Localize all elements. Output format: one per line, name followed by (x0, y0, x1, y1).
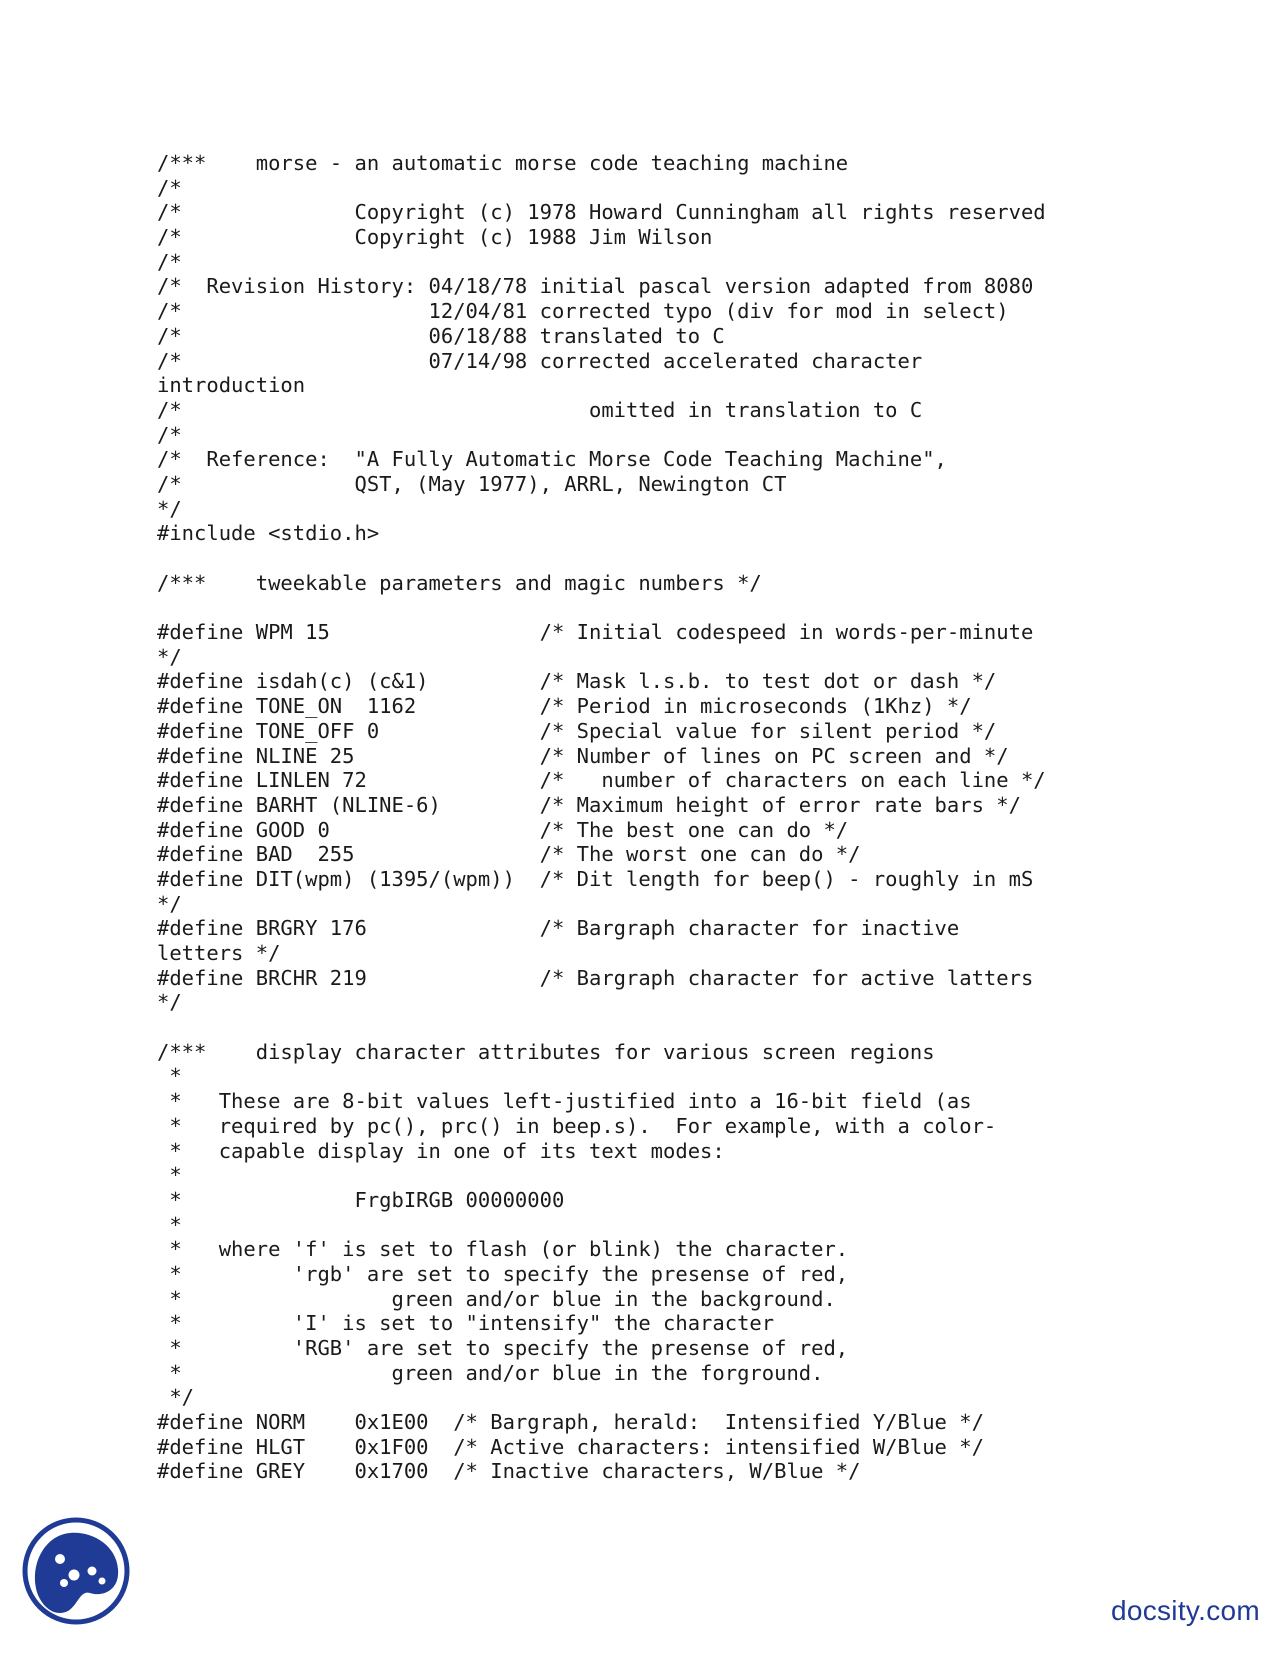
code-line: #define WPM 15 /* Initial codespeed in words-per-minute (157, 620, 1034, 645)
code-line: #define TONE_ON 1162 /* Period in microseconds (1Khz) */ (157, 694, 972, 719)
code-line: * (157, 1064, 182, 1089)
code-line: * capable display in one of its text modes: (157, 1138, 725, 1163)
code-line: #define isdah(c) (c&1) /* Mask l.s.b. to test dot or dash */ (157, 669, 997, 694)
code-line: * (157, 1163, 182, 1188)
code-line: #define GOOD 0 /* The best one can do */ (157, 817, 849, 842)
code-listing (157, 151, 1046, 1484)
code-line: * where 'f' is set to flash (or blink) the character. (157, 1237, 849, 1262)
code-line: /* 06/18/88 translated to C (157, 323, 725, 348)
code-line: */ (157, 1385, 195, 1410)
code-line: * (157, 1212, 182, 1237)
code-line: /*** tweekable parameters and magic numbers */ (157, 570, 762, 595)
code-line: * green and/or blue in the background. (157, 1286, 836, 1311)
code-line: /* omitted in translation to C (157, 397, 923, 422)
code-line: #define BAD 255 /* The worst one can do */ (157, 842, 861, 867)
code-line: */ (157, 644, 182, 669)
code-line: /* 07/14/98 corrected accelerated character (157, 348, 923, 373)
code-line: /*** display character attributes for various screen regions (157, 1039, 935, 1064)
code-line: #define BRGRY 176 /* Bargraph character for inactive (157, 916, 960, 941)
code-line: * 'RGB' are set to specify the presense of red, (157, 1336, 849, 1360)
code-line: #define NLINE 25 /* Number of lines on PC screen and */ (157, 743, 1009, 768)
code-line: introduction (157, 373, 306, 398)
code-line: */ (157, 496, 182, 521)
code-line: * FrgbIRGB 00000000 (157, 1187, 565, 1212)
code-line: #define LINLEN 72 /* number of characters on each line */ (157, 768, 1046, 793)
code-line: letters */ (157, 941, 281, 965)
code-line: /* 12/04/81 corrected typo (div for mod in select) (157, 299, 1009, 324)
code-line: /* (157, 175, 182, 200)
code-line: /* (157, 249, 182, 274)
code-line: #define TONE_OFF 0 /* Special value for silent period */ (157, 718, 997, 743)
code-line: #define BARHT (NLINE-6) /* Maximum height of error rate bars */ (157, 792, 1021, 817)
code-line: #define GREY 0x1700 /* Inactive characters, W/Blue */ (157, 1459, 861, 1484)
code-line: * required by pc(), prc() in beep.s). For example, with a color- (157, 1113, 997, 1138)
code-line: * 'I' is set to "intensify" the character (157, 1311, 775, 1336)
code-line: /* Revision History: 04/18/78 initial pascal version adapted from 8080 (157, 274, 1034, 299)
code-line: #define NORM 0x1E00 /* Bargraph, herald: Intensified Y/Blue */ (157, 1410, 984, 1435)
code-line: * green and/or blue in the forground. (157, 1360, 824, 1385)
code-line: /*** morse - an automatic morse code teaching machine (157, 151, 849, 175)
docsity-brand-text[interactable]: docsity.com (1110, 1595, 1260, 1626)
code-line: /* Copyright (c) 1978 Howard Cunningham all rights reserved (157, 200, 1046, 225)
code-line (157, 546, 1046, 571)
code-line: #include <stdio.h> (157, 521, 380, 546)
code-line: #define BRCHR 219 /* Bargraph character for active latters (157, 965, 1034, 990)
docsity-logo-icon (20, 1515, 132, 1627)
code-line: * 'rgb' are set to specify the presense of red, (157, 1261, 849, 1286)
code-line: * These are 8-bit values left-justified into a 16-bit field (as (157, 1089, 972, 1114)
code-line: */ (157, 990, 182, 1015)
code-line (157, 595, 1046, 620)
code-line: /* Reference: "A Fully Automatic Morse Code Teaching Machine", (157, 447, 947, 472)
code-line: /* QST, (May 1977), ARRL, Newington CT (157, 471, 787, 496)
code-line: */ (157, 891, 182, 916)
code-line: #define DIT(wpm) (1395/(wpm)) /* Dit length for beep() - roughly in mS (157, 866, 1034, 891)
code-line: #define HLGT 0x1F00 /* Active characters: intensified W/Blue */ (157, 1434, 984, 1459)
code-line (157, 1015, 1046, 1040)
code-line: /* (157, 422, 182, 447)
code-line: /* Copyright (c) 1988 Jim Wilson (157, 225, 713, 250)
